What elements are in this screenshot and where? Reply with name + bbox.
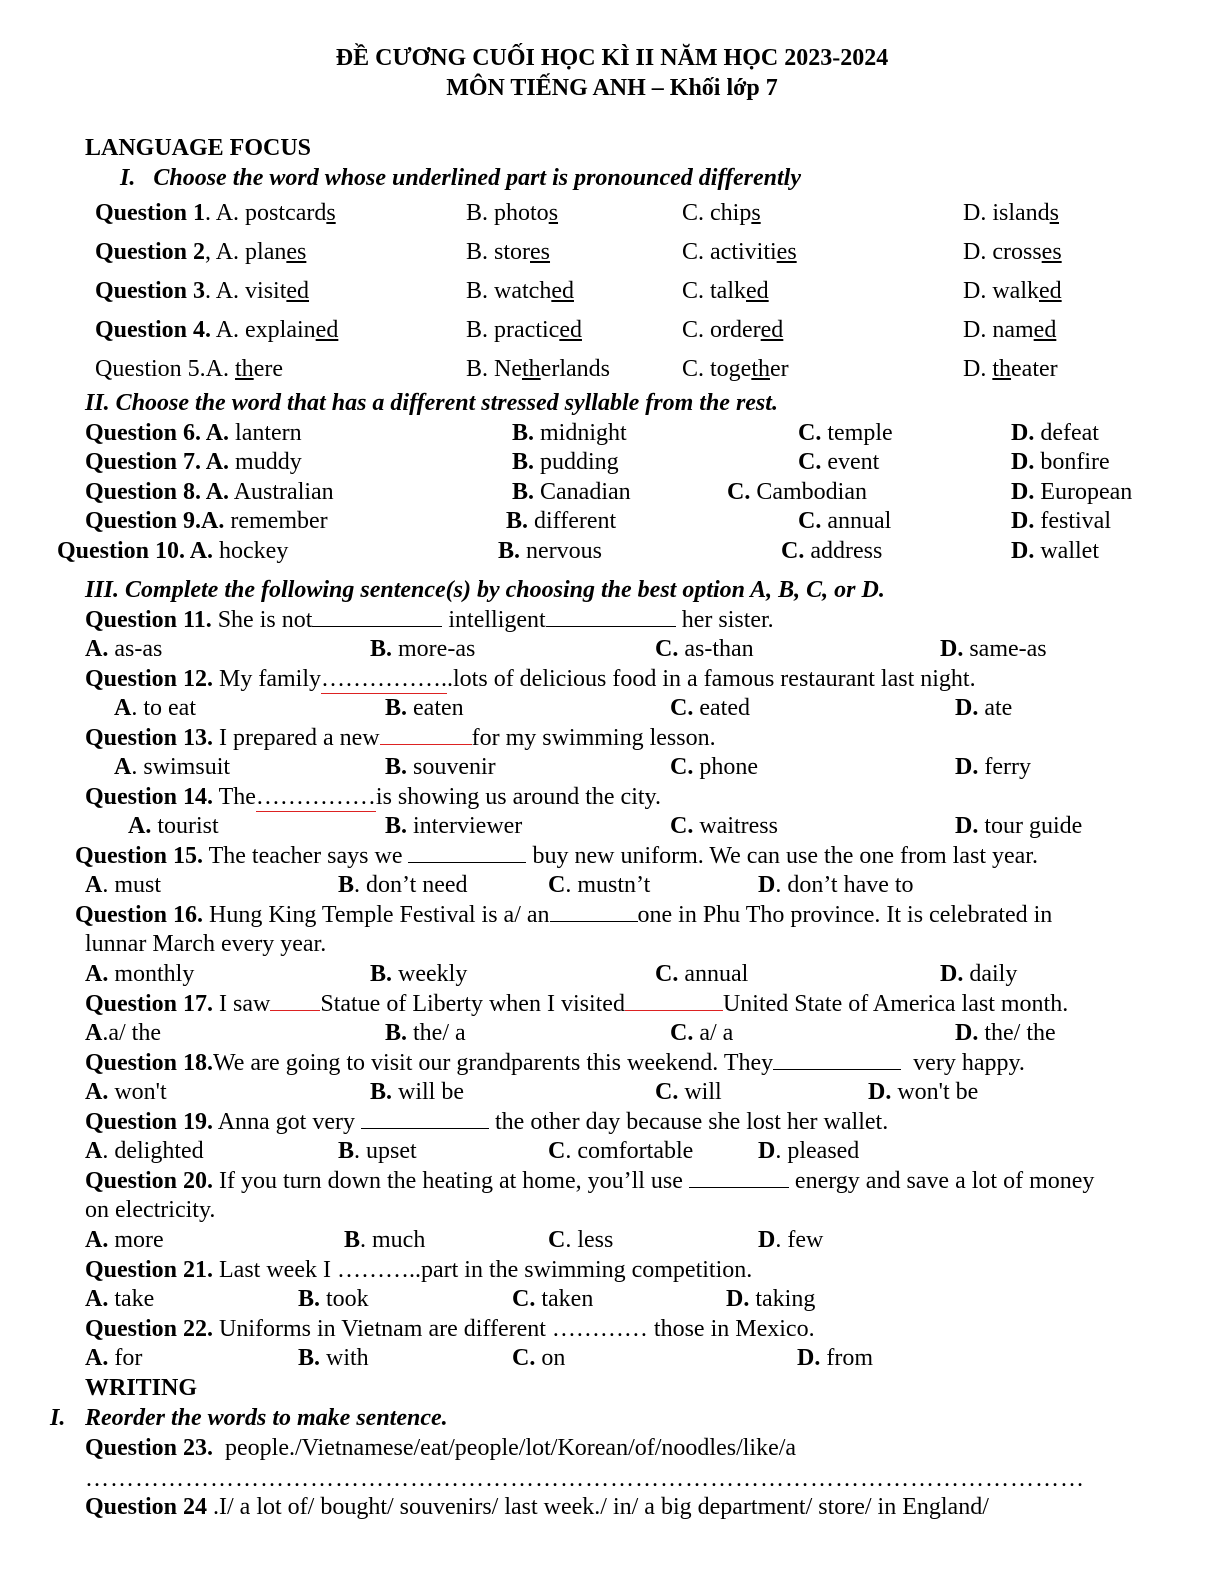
section-language-focus: LANGUAGE FOCUS (85, 135, 312, 161)
q21-option-b[interactable]: B. took (298, 1286, 369, 1312)
q18-option-d[interactable]: D. won't be (868, 1079, 979, 1105)
q13-option-d[interactable]: D. ferry (955, 754, 1031, 780)
question-10: Question 10. A. hockey (57, 538, 289, 564)
question-2: Question 2, A. planes (95, 239, 307, 265)
question-9: Question 9.A. remember (85, 508, 328, 534)
q7-option-c[interactable]: C. event (798, 449, 880, 475)
q13-option-a[interactable]: A. swimsuit (114, 754, 231, 780)
q1-option-b[interactable]: B. photos (466, 200, 559, 226)
q21-option-c[interactable]: C. taken (512, 1286, 594, 1312)
q14-option-a[interactable]: A. tourist (128, 813, 219, 839)
q8-option-c[interactable]: C. Cambodian (727, 479, 867, 505)
question-3: Question 3. A. visited (95, 278, 310, 304)
q5-option-c[interactable]: C. together (682, 356, 789, 382)
question-17: Question 17. I saw Statue of Liberty when I visited United State of America last month. (85, 991, 1069, 1017)
q19-option-d[interactable]: D. pleased (758, 1138, 860, 1164)
q4-option-b[interactable]: B. practiced (466, 317, 582, 343)
document-title: ĐỀ CƯƠNG CUỐI HỌC KÌ II NĂM HỌC 2023-2024 (335, 45, 889, 71)
q17-option-b[interactable]: B. the/ a (385, 1020, 466, 1046)
q14-option-c[interactable]: C. waitress (670, 813, 778, 839)
q15-option-c[interactable]: C. mustn’t (548, 872, 651, 898)
q20-option-a[interactable]: A. more (85, 1227, 164, 1253)
question-8: Question 8. A. Australian (85, 479, 334, 505)
q2-option-b[interactable]: B. stores (466, 239, 551, 265)
q14-option-b[interactable]: B. interviewer (385, 813, 523, 839)
document-subtitle: MÔN TIẾNG ANH – Khối lớp 7 (446, 75, 778, 101)
q17-option-d[interactable]: D. the/ the (955, 1020, 1056, 1046)
q10-option-d[interactable]: D. wallet (1011, 538, 1099, 564)
q15-option-a[interactable]: A. must (85, 872, 162, 898)
question-23: Question 23. people./Vietnamese/eat/people/lot/Korean/of/noodles/like/a (85, 1435, 797, 1461)
q12-option-a[interactable]: A. to eat (114, 695, 196, 721)
q21-option-d[interactable]: D. taking (726, 1286, 816, 1312)
q20-option-b[interactable]: B. much (344, 1227, 426, 1253)
q9-option-d[interactable]: D. festival (1011, 508, 1111, 534)
q19-option-a[interactable]: A. delighted (85, 1138, 204, 1164)
q21-option-a[interactable]: A. take (85, 1286, 155, 1312)
q18-option-b[interactable]: B. will be (370, 1079, 465, 1105)
q13-option-c[interactable]: C. phone (670, 754, 758, 780)
q5-option-b[interactable]: B. Netherlands (466, 356, 610, 382)
question-1: Question 1. A. postcards (95, 200, 336, 226)
question-20-cont: on electricity. (85, 1197, 216, 1223)
q22-option-b[interactable]: B. with (298, 1345, 369, 1371)
q10-option-c[interactable]: C. address (781, 538, 883, 564)
question-13: Question 13. I prepared a new for my swimming lesson. (85, 725, 716, 751)
question-12: Question 12. My family……………..lots of delicious food in a famous restaurant last night. (85, 666, 976, 692)
q11-option-d[interactable]: D. same-as (940, 636, 1047, 662)
q12-option-b[interactable]: B. eaten (385, 695, 464, 721)
q20-option-d[interactable]: D. few (758, 1227, 824, 1253)
question-11: Question 11. She is not intelligent her sister. (85, 607, 774, 633)
q16-option-a[interactable]: A. monthly (85, 961, 195, 987)
question-24: Question 24 .I/ a lot of/ bought/ souvenirs/ last week./ in/ a big department/ store/ in England/ (85, 1494, 989, 1520)
q6-option-d[interactable]: D. defeat (1011, 420, 1099, 446)
q4-option-c[interactable]: C. ordered (682, 317, 784, 343)
question-16-cont: lunnar March every year. (85, 931, 327, 957)
q1-option-d[interactable]: D. islands (963, 200, 1060, 226)
q8-option-d[interactable]: D. European (1011, 479, 1133, 505)
q20-option-c[interactable]: C. less (548, 1227, 614, 1253)
question-18: Question 18.We are going to visit our grandparents this weekend. They very happy. (85, 1050, 1025, 1076)
q14-option-d[interactable]: D. tour guide (955, 813, 1083, 839)
q15-option-d[interactable]: D. don’t have to (758, 872, 914, 898)
q11-option-a[interactable]: A. as-as (85, 636, 163, 662)
q4-option-d[interactable]: D. named (963, 317, 1057, 343)
question-21: Question 21. Last week I ………..part in the swimming competition. (85, 1257, 753, 1283)
q8-option-b[interactable]: B. Canadian (512, 479, 631, 505)
q22-option-d[interactable]: D. from (797, 1345, 873, 1371)
q17-option-c[interactable]: C. a/ a (670, 1020, 734, 1046)
q12-option-c[interactable]: C. eated (670, 695, 750, 721)
question-7: Question 7. A. muddy (85, 449, 302, 475)
q18-option-a[interactable]: A. won't (85, 1079, 167, 1105)
writing-reorder-heading: Reorder the words to make sentence. (85, 1405, 448, 1431)
question-14: Question 14. The……………is showing us around the city. (85, 784, 661, 810)
q11-option-c[interactable]: C. as-than (655, 636, 754, 662)
q19-option-b[interactable]: B. upset (338, 1138, 417, 1164)
question-22: Question 22. Uniforms in Vietnam are different ………… those in Mexico. (85, 1316, 815, 1342)
section-pronunciation-heading: I. Choose the word whose underlined part is pronounced differently (120, 165, 801, 191)
q7-option-d[interactable]: D. bonfire (1011, 449, 1110, 475)
q18-option-c[interactable]: C. will (655, 1079, 722, 1105)
q9-option-b[interactable]: B. different (506, 508, 617, 534)
q2-option-c[interactable]: C. activities (682, 239, 797, 265)
q19-option-c[interactable]: C. comfortable (548, 1138, 694, 1164)
q6-option-b[interactable]: B. midnight (512, 420, 627, 446)
question-4: Question 4. A. explained (95, 317, 339, 343)
q2-option-d[interactable]: D. crosses (963, 239, 1062, 265)
q23-answer-line[interactable]: ………………………………………………………………………………………………………… (85, 1466, 1085, 1492)
q22-option-a[interactable]: A. for (85, 1345, 143, 1371)
q10-option-b[interactable]: B. nervous (498, 538, 602, 564)
q3-option-b[interactable]: B. watched (466, 278, 574, 304)
q3-option-d[interactable]: D. walked (963, 278, 1062, 304)
question-15: Question 15. The teacher says we buy new uniform. We can use the one from last year. (75, 843, 1038, 869)
q7-option-b[interactable]: B. pudding (512, 449, 619, 475)
question-6: Question 6. A. lantern (85, 420, 302, 446)
question-5: Question 5.A. there (95, 356, 283, 382)
section-writing: WRITING (85, 1375, 198, 1401)
question-19: Question 19. Anna got very the other day because she lost her wallet. (85, 1109, 889, 1135)
q13-option-b[interactable]: B. souvenir (385, 754, 496, 780)
q11-option-b[interactable]: B. more-as (370, 636, 476, 662)
q17-option-a[interactable]: A.a/ the (85, 1020, 161, 1046)
section-stress-heading: II. Choose the word that has a different stressed syllable from the rest. (85, 390, 778, 416)
writing-part-number: I. (50, 1405, 66, 1431)
q1-option-c[interactable]: C. chips (682, 200, 761, 226)
q22-option-c[interactable]: C. on (512, 1345, 566, 1371)
question-16: Question 16. Hung King Temple Festival is a/ an one in Phu Tho province. It is celebrated in (75, 902, 1053, 928)
q6-option-c[interactable]: C. temple (798, 420, 893, 446)
question-20: Question 20. If you turn down the heating at home, you’ll use energy and save a lot of money (85, 1168, 1095, 1194)
q16-option-b[interactable]: B. weekly (370, 961, 468, 987)
q15-option-b[interactable]: B. don’t need (338, 872, 468, 898)
q16-option-d[interactable]: D. daily (940, 961, 1018, 987)
section-complete-heading: III. Complete the following sentence(s) by choosing the best option A, B, C, or D. (85, 577, 885, 603)
q16-option-c[interactable]: C. annual (655, 961, 749, 987)
q3-option-c[interactable]: C. talked (682, 278, 769, 304)
q12-option-d[interactable]: D. ate (955, 695, 1013, 721)
q5-option-d[interactable]: D. theater (963, 356, 1058, 382)
q9-option-c[interactable]: C. annual (798, 508, 892, 534)
